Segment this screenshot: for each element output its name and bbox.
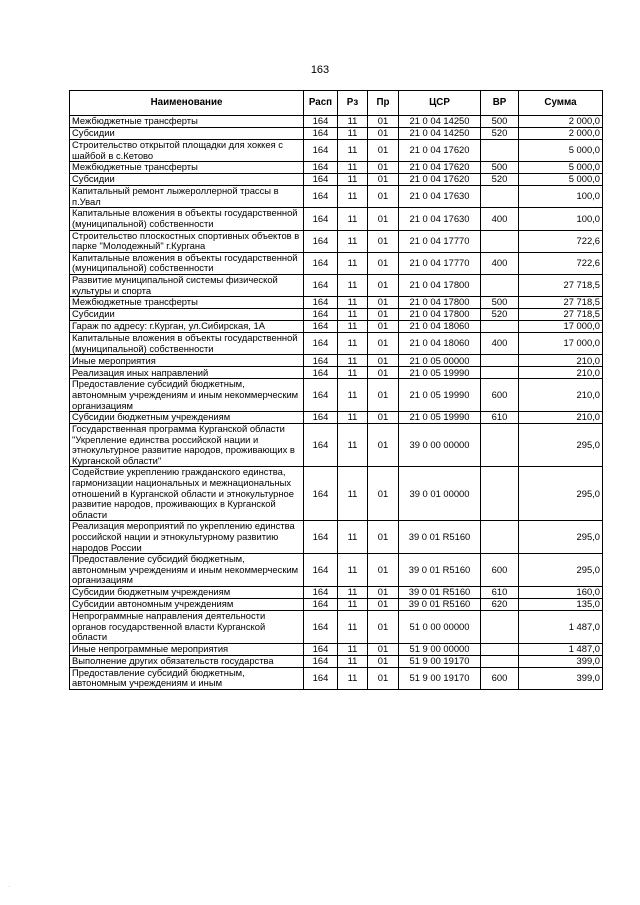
cell-csr: 21 0 04 17620 xyxy=(399,140,481,162)
cell-rz: 11 xyxy=(338,424,368,467)
cell-vr xyxy=(481,274,519,296)
cell-vr: 520 xyxy=(481,174,519,186)
cell-rz: 11 xyxy=(338,467,368,521)
cell-vr xyxy=(481,186,519,208)
cell-pr: 01 xyxy=(368,321,399,333)
cell-rasp: 164 xyxy=(304,379,338,412)
cell-vr xyxy=(481,424,519,467)
header-row xyxy=(70,91,603,116)
cell-csr: 51 9 00 19170 xyxy=(399,655,481,667)
header-csr: ЦСР xyxy=(399,91,481,116)
cell-csr: 21 0 05 19990 xyxy=(399,412,481,424)
cell-sum: 210,0 xyxy=(519,355,603,367)
cell-rz: 11 xyxy=(338,186,368,208)
cell-csr: 21 0 05 19990 xyxy=(399,367,481,379)
cell-vr xyxy=(481,355,519,367)
cell-csr: 39 0 00 00000 xyxy=(399,424,481,467)
cell-vr: 400 xyxy=(481,208,519,230)
cell-csr: 21 0 05 19990 xyxy=(399,379,481,412)
cell-rasp: 164 xyxy=(304,116,338,128)
cell-name: Строительство плоскостных спортивных объектов в парке "Молодежный" г.Кургана xyxy=(70,230,304,252)
cell-pr: 01 xyxy=(368,230,399,252)
cell-name: Капитальный ремонт лыжероллерной трассы в п.Увал xyxy=(70,186,304,208)
cell-sum: 27 718,5 xyxy=(519,274,603,296)
cell-pr: 01 xyxy=(368,186,399,208)
cell-vr: 400 xyxy=(481,333,519,355)
cell-vr xyxy=(481,521,519,554)
cell-rz: 11 xyxy=(338,128,368,140)
cell-sum: 722,6 xyxy=(519,252,603,274)
cell-csr: 21 0 04 17800 xyxy=(399,309,481,321)
cell-sum: 399,0 xyxy=(519,667,603,689)
cell-sum: 100,0 xyxy=(519,186,603,208)
cell-rz: 11 xyxy=(338,587,368,599)
table-row xyxy=(70,321,603,333)
cell-rasp: 164 xyxy=(304,208,338,230)
table-row xyxy=(70,655,603,667)
cell-name: Межбюджетные трансферты xyxy=(70,162,304,174)
cell-rasp: 164 xyxy=(304,587,338,599)
cell-pr: 01 xyxy=(368,611,399,644)
cell-csr: 39 0 01 R5160 xyxy=(399,599,481,611)
cell-sum: 160,0 xyxy=(519,587,603,599)
header-vr: ВР xyxy=(481,91,519,116)
cell-pr: 01 xyxy=(368,252,399,274)
scan-mark: · xyxy=(8,884,10,890)
table-row xyxy=(70,162,603,174)
cell-csr: 21 0 04 14250 xyxy=(399,128,481,140)
cell-csr: 39 0 01 R5160 xyxy=(399,521,481,554)
cell-pr: 01 xyxy=(368,367,399,379)
cell-vr: 500 xyxy=(481,116,519,128)
cell-rasp: 164 xyxy=(304,412,338,424)
cell-name: Межбюджетные трансферты xyxy=(70,297,304,309)
cell-name: Предоставление субсидий бюджетным, автономным учреждениям и иным некоммерческим организациям xyxy=(70,379,304,412)
cell-name: Субсидии xyxy=(70,174,304,186)
cell-csr: 39 0 01 R5160 xyxy=(399,554,481,587)
cell-name: Иные мероприятия xyxy=(70,355,304,367)
cell-vr: 610 xyxy=(481,587,519,599)
cell-csr: 21 0 04 17770 xyxy=(399,252,481,274)
cell-pr: 01 xyxy=(368,128,399,140)
cell-vr xyxy=(481,230,519,252)
cell-pr: 01 xyxy=(368,297,399,309)
cell-pr: 01 xyxy=(368,521,399,554)
cell-sum: 295,0 xyxy=(519,554,603,587)
cell-sum: 1 487,0 xyxy=(519,611,603,644)
cell-sum: 135,0 xyxy=(519,599,603,611)
cell-rasp: 164 xyxy=(304,230,338,252)
cell-vr: 600 xyxy=(481,667,519,689)
cell-csr: 21 0 05 00000 xyxy=(399,355,481,367)
cell-csr: 21 0 04 17800 xyxy=(399,274,481,296)
cell-rasp: 164 xyxy=(304,321,338,333)
cell-sum: 210,0 xyxy=(519,379,603,412)
header-name: Наименование xyxy=(70,91,304,116)
cell-sum: 295,0 xyxy=(519,467,603,521)
cell-sum: 100,0 xyxy=(519,208,603,230)
cell-rasp: 164 xyxy=(304,274,338,296)
header-rz: Рз xyxy=(338,91,368,116)
table-row xyxy=(70,379,603,412)
cell-pr: 01 xyxy=(368,208,399,230)
cell-pr: 01 xyxy=(368,667,399,689)
cell-rasp: 164 xyxy=(304,162,338,174)
cell-name: Реализация мероприятий по укреплению единства российской нации и этнокультурному развитию народов России xyxy=(70,521,304,554)
cell-name: Реализация иных направлений xyxy=(70,367,304,379)
cell-rasp: 164 xyxy=(304,174,338,186)
table-row xyxy=(70,412,603,424)
table-row xyxy=(70,174,603,186)
cell-pr: 01 xyxy=(368,162,399,174)
table-row xyxy=(70,252,603,274)
cell-name: Иные непрограммные мероприятия xyxy=(70,643,304,655)
cell-pr: 01 xyxy=(368,309,399,321)
cell-name: Межбюджетные трансферты xyxy=(70,116,304,128)
table-row xyxy=(70,521,603,554)
cell-rasp: 164 xyxy=(304,297,338,309)
cell-name: Субсидии xyxy=(70,128,304,140)
table-row xyxy=(70,367,603,379)
cell-pr: 01 xyxy=(368,140,399,162)
table-row xyxy=(70,611,603,644)
cell-vr xyxy=(481,655,519,667)
cell-rz: 11 xyxy=(338,554,368,587)
cell-rz: 11 xyxy=(338,321,368,333)
cell-sum: 295,0 xyxy=(519,424,603,467)
cell-sum: 210,0 xyxy=(519,412,603,424)
cell-csr: 51 9 00 00000 xyxy=(399,643,481,655)
cell-sum: 295,0 xyxy=(519,521,603,554)
cell-rz: 11 xyxy=(338,230,368,252)
cell-rasp: 164 xyxy=(304,554,338,587)
cell-rz: 11 xyxy=(338,333,368,355)
cell-pr: 01 xyxy=(368,424,399,467)
table-row xyxy=(70,309,603,321)
cell-vr: 610 xyxy=(481,412,519,424)
cell-rasp: 164 xyxy=(304,333,338,355)
cell-pr: 01 xyxy=(368,554,399,587)
cell-csr: 51 0 00 00000 xyxy=(399,611,481,644)
cell-rasp: 164 xyxy=(304,186,338,208)
cell-sum: 722,6 xyxy=(519,230,603,252)
table-row xyxy=(70,554,603,587)
cell-vr xyxy=(481,611,519,644)
cell-sum: 17 000,0 xyxy=(519,321,603,333)
cell-rasp: 164 xyxy=(304,355,338,367)
cell-vr: 500 xyxy=(481,162,519,174)
cell-csr: 39 0 01 R5160 xyxy=(399,587,481,599)
cell-vr xyxy=(481,467,519,521)
cell-pr: 01 xyxy=(368,655,399,667)
page-number: 163 xyxy=(310,64,330,76)
cell-pr: 01 xyxy=(368,333,399,355)
cell-vr: 520 xyxy=(481,128,519,140)
cell-rz: 11 xyxy=(338,599,368,611)
cell-sum: 5 000,0 xyxy=(519,162,603,174)
cell-pr: 01 xyxy=(368,355,399,367)
table-row xyxy=(70,643,603,655)
cell-csr: 39 0 01 00000 xyxy=(399,467,481,521)
cell-rasp: 164 xyxy=(304,599,338,611)
cell-rz: 11 xyxy=(338,208,368,230)
table-row xyxy=(70,116,603,128)
cell-sum: 210,0 xyxy=(519,367,603,379)
cell-rz: 11 xyxy=(338,297,368,309)
cell-sum: 27 718,5 xyxy=(519,297,603,309)
cell-vr: 520 xyxy=(481,309,519,321)
cell-rz: 11 xyxy=(338,655,368,667)
cell-name: Развитие муниципальной системы физической культуры и спорта xyxy=(70,274,304,296)
cell-sum: 27 718,5 xyxy=(519,309,603,321)
cell-rz: 11 xyxy=(338,162,368,174)
cell-rz: 11 xyxy=(338,355,368,367)
cell-rz: 11 xyxy=(338,116,368,128)
table-row xyxy=(70,467,603,521)
cell-csr: 21 0 04 18060 xyxy=(399,333,481,355)
cell-vr xyxy=(481,321,519,333)
cell-rasp: 164 xyxy=(304,611,338,644)
cell-rz: 11 xyxy=(338,611,368,644)
cell-name: Капитальные вложения в объекты государственной (муниципальной) собственности xyxy=(70,333,304,355)
cell-rasp: 164 xyxy=(304,367,338,379)
cell-csr: 21 0 04 17770 xyxy=(399,230,481,252)
cell-sum: 1 487,0 xyxy=(519,643,603,655)
cell-rasp: 164 xyxy=(304,309,338,321)
cell-sum: 399,0 xyxy=(519,655,603,667)
table-row xyxy=(70,587,603,599)
cell-pr: 01 xyxy=(368,116,399,128)
cell-rz: 11 xyxy=(338,667,368,689)
cell-rz: 11 xyxy=(338,309,368,321)
cell-rz: 11 xyxy=(338,367,368,379)
cell-sum: 2 000,0 xyxy=(519,128,603,140)
cell-rz: 11 xyxy=(338,140,368,162)
cell-pr: 01 xyxy=(368,587,399,599)
cell-vr: 600 xyxy=(481,554,519,587)
table-row xyxy=(70,424,603,467)
cell-rasp: 164 xyxy=(304,643,338,655)
cell-name: Субсидии бюджетным учреждениям xyxy=(70,587,304,599)
cell-vr xyxy=(481,367,519,379)
cell-name: Гараж по адресу: г.Курган, ул.Сибирская, 1А xyxy=(70,321,304,333)
cell-rz: 11 xyxy=(338,174,368,186)
cell-rasp: 164 xyxy=(304,128,338,140)
cell-pr: 01 xyxy=(368,599,399,611)
cell-name: Субсидии автономным учреждениям xyxy=(70,599,304,611)
cell-vr: 600 xyxy=(481,379,519,412)
cell-rasp: 164 xyxy=(304,667,338,689)
table-row xyxy=(70,667,603,689)
cell-csr: 21 0 04 17800 xyxy=(399,297,481,309)
cell-name: Выполнение других обязательств государства xyxy=(70,655,304,667)
cell-name: Капитальные вложения в объекты государственной (муниципальной) собственности xyxy=(70,208,304,230)
table-row xyxy=(70,333,603,355)
cell-pr: 01 xyxy=(368,274,399,296)
cell-name: Субсидии бюджетным учреждениям xyxy=(70,412,304,424)
cell-rasp: 164 xyxy=(304,521,338,554)
cell-rasp: 164 xyxy=(304,424,338,467)
cell-pr: 01 xyxy=(368,643,399,655)
table-row xyxy=(70,230,603,252)
cell-rz: 11 xyxy=(338,521,368,554)
cell-sum: 5 000,0 xyxy=(519,174,603,186)
cell-pr: 01 xyxy=(368,379,399,412)
cell-rz: 11 xyxy=(338,274,368,296)
table-row xyxy=(70,208,603,230)
cell-rz: 11 xyxy=(338,412,368,424)
cell-rasp: 164 xyxy=(304,655,338,667)
cell-csr: 21 0 04 17630 xyxy=(399,208,481,230)
header-rasp: Расп xyxy=(304,91,338,116)
table-row xyxy=(70,297,603,309)
cell-pr: 01 xyxy=(368,174,399,186)
table-row xyxy=(70,355,603,367)
cell-vr: 500 xyxy=(481,297,519,309)
cell-rz: 11 xyxy=(338,643,368,655)
cell-rz: 11 xyxy=(338,252,368,274)
cell-csr: 21 0 04 17620 xyxy=(399,174,481,186)
table-row xyxy=(70,186,603,208)
budget-table xyxy=(69,90,603,690)
table-row xyxy=(70,128,603,140)
cell-rz: 11 xyxy=(338,379,368,412)
cell-sum: 2 000,0 xyxy=(519,116,603,128)
cell-pr: 01 xyxy=(368,467,399,521)
cell-rasp: 164 xyxy=(304,140,338,162)
cell-vr xyxy=(481,140,519,162)
table-row xyxy=(70,599,603,611)
cell-name: Субсидии xyxy=(70,309,304,321)
cell-name: Государственная программа Курганской области "Укрепление единства российской нации и этнокультурное развитие народов, проживающих в Курганской области" xyxy=(70,424,304,467)
cell-name: Предоставление субсидий бюджетным, автономным учреждениям и иным некоммерческим организациям xyxy=(70,554,304,587)
cell-name: Содействие укреплению гражданского единства, гармонизации национальных и межнациональных отношений в Курганской области и этнокультурное развитие народов, проживающих в Курганской области xyxy=(70,467,304,521)
cell-pr: 01 xyxy=(368,412,399,424)
cell-csr: 51 9 00 19170 xyxy=(399,667,481,689)
cell-csr: 21 0 04 18060 xyxy=(399,321,481,333)
cell-sum: 5 000,0 xyxy=(519,140,603,162)
cell-name: Капитальные вложения в объекты государственной (муниципальной) собственности xyxy=(70,252,304,274)
cell-vr xyxy=(481,643,519,655)
cell-vr: 400 xyxy=(481,252,519,274)
header-sum: Сумма xyxy=(519,91,603,116)
cell-name: Предоставление субсидий бюджетным, автономным учреждениям и иным xyxy=(70,667,304,689)
table-row xyxy=(70,140,603,162)
header-pr: Пр xyxy=(368,91,399,116)
cell-name: Строительство открытой площадки для хоккея с шайбой в с.Кетово xyxy=(70,140,304,162)
cell-name: Непрограммные направления деятельности органов государственной власти Курганской области xyxy=(70,611,304,644)
cell-rasp: 164 xyxy=(304,467,338,521)
cell-csr: 21 0 04 17620 xyxy=(399,162,481,174)
cell-rasp: 164 xyxy=(304,252,338,274)
cell-csr: 21 0 04 14250 xyxy=(399,116,481,128)
table-row xyxy=(70,274,603,296)
cell-vr: 620 xyxy=(481,599,519,611)
cell-csr: 21 0 04 17630 xyxy=(399,186,481,208)
cell-sum: 17 000,0 xyxy=(519,333,603,355)
